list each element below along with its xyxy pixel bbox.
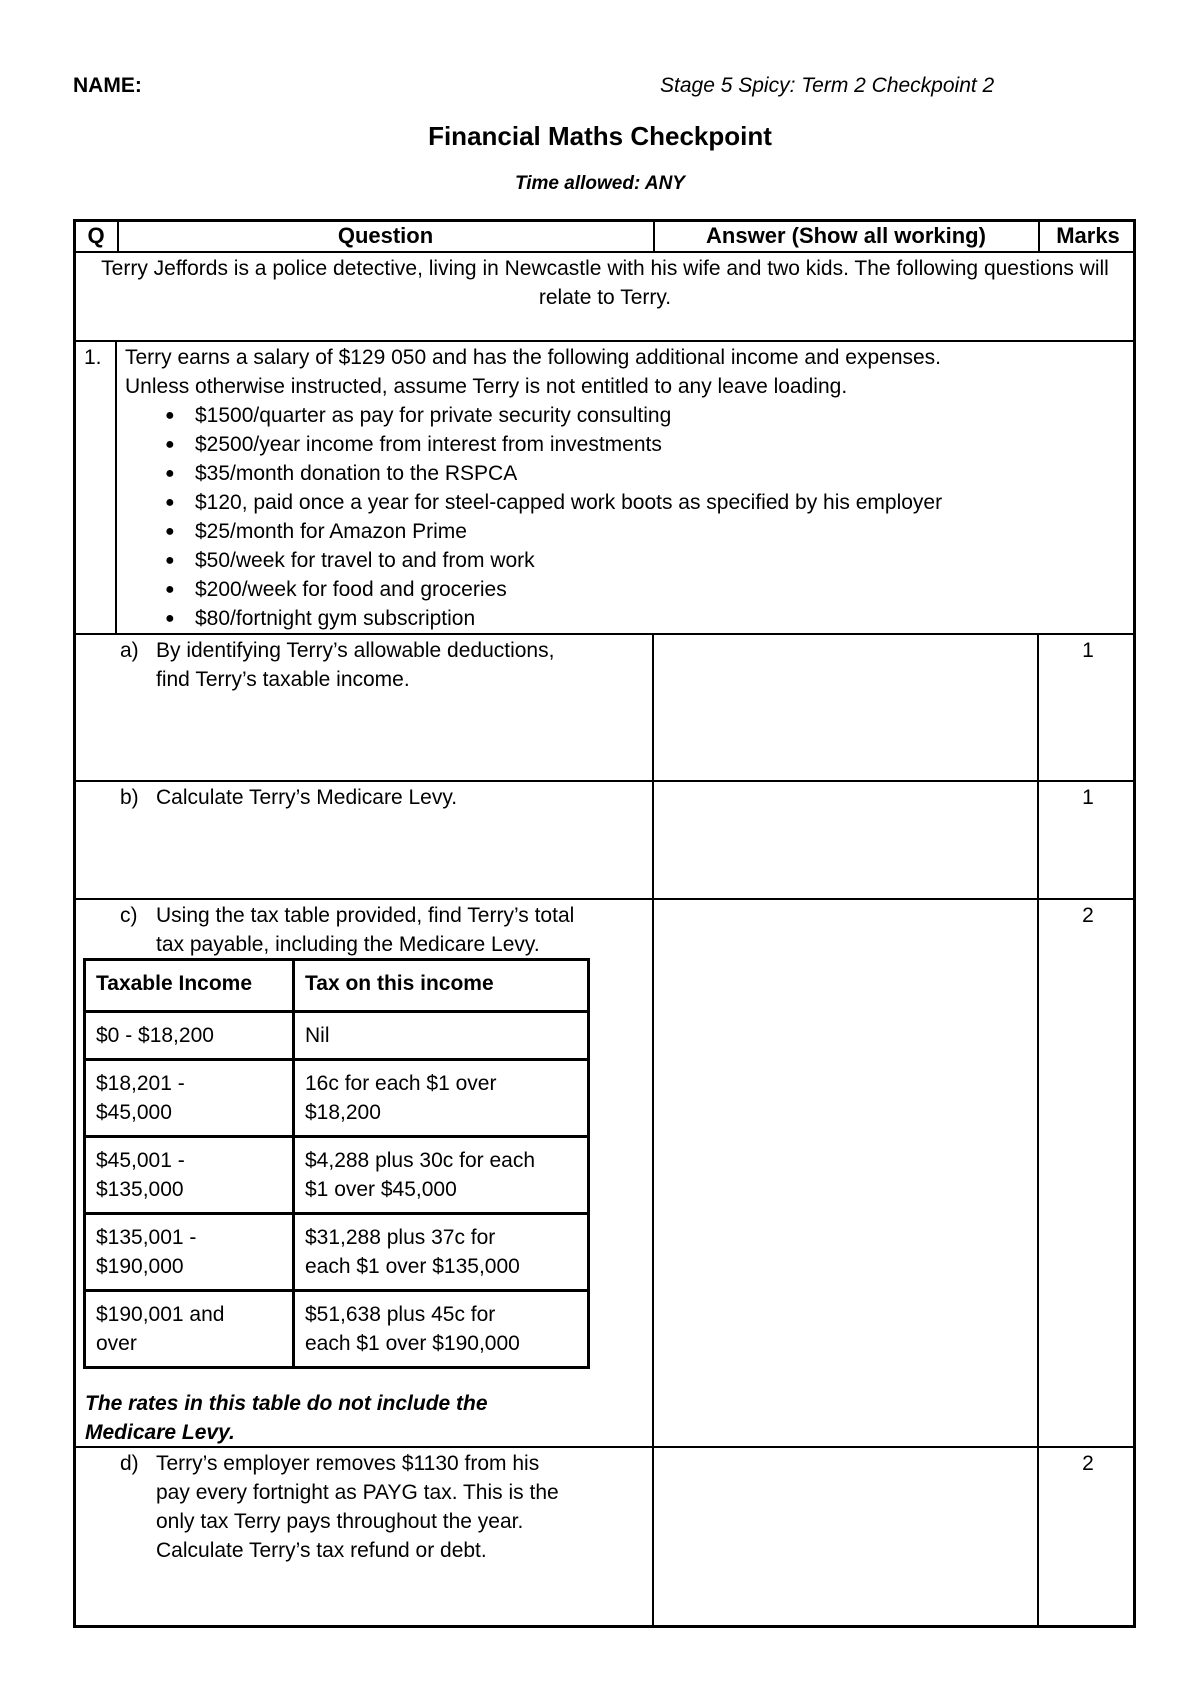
question-1-line: Terry earns a salary of $129 050 and has the following additional income and expenses. xyxy=(125,346,942,369)
divider xyxy=(73,251,1136,253)
part-line: Calculate Terry’s Medicare Levy. xyxy=(156,786,458,809)
divider xyxy=(73,898,1136,900)
document-title: Financial Maths Checkpoint xyxy=(428,121,772,151)
divider xyxy=(653,219,655,251)
table-row xyxy=(85,1214,589,1291)
table-cell: $18,201 - $45,000 xyxy=(85,1060,294,1137)
list-item: ● $35/month donation to the RSPCA xyxy=(125,459,1125,488)
divider xyxy=(1037,633,1039,1628)
tax-table-note xyxy=(85,1389,605,1447)
table-row xyxy=(85,1012,589,1060)
part-line: Terry’s employer removes $1130 from his xyxy=(156,1452,540,1475)
table-row xyxy=(85,1291,589,1368)
table-cell: $51,638 plus 45c for each $1 over $190,000 xyxy=(294,1291,589,1368)
divider xyxy=(115,340,117,633)
table-cell: $31,288 plus 37c for each $1 over $135,000 xyxy=(294,1214,589,1291)
part-label: b) xyxy=(120,786,139,809)
part-text xyxy=(156,901,574,959)
list-item: ● $50/week for travel to and from work xyxy=(125,546,1125,575)
table-row xyxy=(85,1137,589,1214)
table-row xyxy=(85,1060,589,1137)
divider xyxy=(1038,219,1040,251)
list-item: ● $200/week for food and groceries xyxy=(125,575,1125,604)
header-marks: Marks xyxy=(1056,223,1120,248)
part-label: c) xyxy=(120,904,138,927)
tax-table xyxy=(83,958,590,1369)
part-text xyxy=(156,1449,559,1565)
part-label: d) xyxy=(120,1452,139,1475)
expense-list xyxy=(125,401,1125,633)
question-number: 1. xyxy=(84,346,102,369)
header-answer: Answer (Show all working) xyxy=(706,223,986,248)
part-line: pay every fortnight as PAYG tax. This is the xyxy=(156,1481,559,1504)
table-cell: $190,001 and over xyxy=(85,1291,294,1368)
part-line: only tax Terry pays throughout the year. xyxy=(156,1510,524,1533)
checkpoint-subtitle: Stage 5 Spicy: Term 2 Checkpoint 2 xyxy=(660,74,995,97)
divider xyxy=(73,340,1136,342)
table-cell: $135,001 - $190,000 xyxy=(85,1214,294,1291)
header-q: Q xyxy=(87,223,105,248)
divider xyxy=(73,780,1136,782)
table-cell: 16c for each $1 over $18,200 xyxy=(294,1060,589,1137)
note-line: The rates in this table do not include the xyxy=(85,1392,488,1415)
marks-value: 2 xyxy=(1082,904,1094,927)
table-cell: $4,288 plus 30c for each $1 over $45,000 xyxy=(294,1137,589,1214)
list-item: ● $25/month for Amazon Prime xyxy=(125,517,1125,546)
divider xyxy=(73,1446,1136,1448)
tax-table-header-cell: Taxable Income xyxy=(85,960,294,1012)
table-cell: $45,001 - $135,000 xyxy=(85,1137,294,1214)
name-label: NAME: xyxy=(73,74,142,97)
part-line: Using the tax table provided, find Terry’s total xyxy=(156,904,575,927)
marks-value: 1 xyxy=(1082,786,1094,809)
intro-text: Terry Jeffords is a police detective, living in Newcastle with his wife and two kids. The following questions will relate to Terry. xyxy=(101,257,1109,309)
question-1-text xyxy=(125,343,1125,633)
part-line: Calculate Terry’s tax refund or debt. xyxy=(156,1539,487,1562)
part-text xyxy=(156,783,457,812)
tax-table-header-cell: Tax on this income xyxy=(294,960,589,1012)
header-question: Question xyxy=(337,223,434,248)
marks-value: 2 xyxy=(1082,1452,1094,1475)
table-cell: $0 - $18,200 xyxy=(85,1012,294,1060)
list-item: ● $120, paid once a year for steel-capped work boots as specified by his employer xyxy=(125,488,1125,517)
part-line: By identifying Terry’s allowable deductions, xyxy=(156,639,555,662)
tax-table-header xyxy=(85,960,589,1012)
list-item: ● $80/fortnight gym subscription xyxy=(125,604,1125,633)
part-line: find Terry’s taxable income. xyxy=(156,668,410,691)
question-1-line: Unless otherwise instructed, assume Terry is not entitled to any leave loading. xyxy=(125,375,848,398)
list-item: ● $2500/year income from interest from investments xyxy=(125,430,1125,459)
part-text xyxy=(156,636,554,694)
time-allowed: Time allowed: ANY xyxy=(515,173,685,194)
divider xyxy=(117,219,119,251)
note-line: Medicare Levy. xyxy=(85,1421,235,1444)
divider xyxy=(73,633,1136,635)
divider xyxy=(652,633,654,1628)
marks-value: 1 xyxy=(1082,639,1094,662)
part-line: tax payable, including the Medicare Levy. xyxy=(156,933,540,956)
list-item: ● $1500/quarter as pay for private security consulting xyxy=(125,401,1125,430)
table-cell: Nil xyxy=(294,1012,589,1060)
part-label: a) xyxy=(120,639,139,662)
